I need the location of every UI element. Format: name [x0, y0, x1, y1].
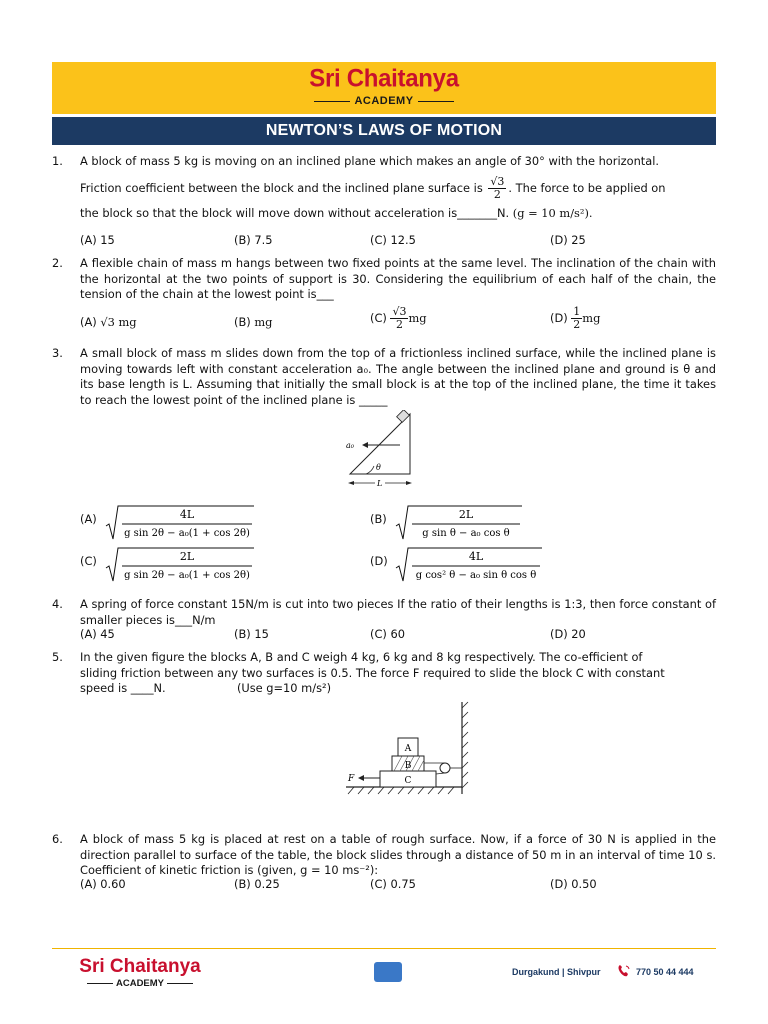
block-b-label: B [404, 761, 412, 771]
option-label: (B) [234, 315, 251, 329]
question-text: A flexible chain of mass m hangs between two fixed points at the same level. The inclination of the chain with the horizontal at the two points of support is 30. Considering the equilibrium of each half of the chain, the tension of the chain at the lowest point is___ [80, 256, 716, 302]
option-label: (A) [80, 512, 97, 526]
numerator: 2L [458, 508, 474, 521]
pulley-icon [440, 763, 450, 773]
question-number: 1. [52, 154, 63, 168]
option-c[interactable]: (C) 60 [370, 627, 405, 641]
question-text-line: . The force to be applied on [508, 180, 666, 195]
option-value: mg [408, 311, 427, 325]
option-d[interactable]: (D) 20 [550, 627, 586, 641]
gravity-value: (g = 10 m/s²). [512, 205, 593, 220]
option-b[interactable] [234, 312, 272, 332]
force-arrowhead [358, 775, 364, 781]
sqrt-expression [394, 546, 544, 584]
acceleration-arrowhead [362, 442, 368, 448]
inclined-plane-figure [340, 410, 440, 490]
options-row-2 [80, 305, 716, 338]
question-1 [52, 154, 716, 234]
option-label: (D) [550, 311, 568, 325]
option-b[interactable]: (B) 0.25 [234, 877, 280, 891]
question-3 [52, 346, 716, 410]
option-c[interactable]: (C) 12.5 [370, 233, 416, 247]
question-5 [52, 650, 716, 698]
denominator: g sin 2θ − a₀(1 + cos 2θ) [124, 528, 250, 539]
sqrt-expression [104, 504, 254, 542]
question-4 [52, 597, 716, 629]
question-text-line: sliding friction between any two surfaces is 0.5. The force F required to slide the block C with constant [80, 665, 665, 680]
question-text-line: Friction coefficient between the block and the inclined plane surface is [80, 180, 483, 195]
options-row-6 [80, 877, 716, 893]
option-label: (D) [370, 554, 388, 568]
option-c[interactable] [80, 546, 340, 586]
question-text-line: speed is ____N. [80, 681, 166, 696]
friction-fraction: $\frac{√3}{2}$ [490, 174, 505, 201]
header-banner [52, 62, 716, 114]
small-block [397, 410, 410, 422]
denominator: g sin θ − a₀ cos θ [422, 528, 510, 539]
question-number: 3. [52, 346, 63, 360]
arrow-left-icon [348, 481, 354, 485]
question-number: 5. [52, 650, 63, 664]
options-row-1 [80, 233, 716, 249]
footer-divider [52, 948, 716, 949]
option-d[interactable] [370, 546, 630, 586]
option-label: (C) [80, 554, 97, 568]
L-label: L [377, 479, 383, 488]
option-label: (A) [80, 315, 97, 329]
force-label: F [348, 774, 355, 784]
question-number: 2. [52, 256, 63, 270]
option-a[interactable] [80, 504, 340, 544]
question-text: A block of mass 5 kg is placed at rest on a table of rough surface. Now, if a force of 30 N is applied in the direction parallel to surface of the table, the block slides through a distance of 50 m in an interval of time 10 s. Coefficient of kinetic friction is (given, g = 10 ms⁻²): [80, 832, 716, 878]
arrow-right-icon [406, 481, 412, 485]
denominator: g sin 2θ − a₀(1 + cos 2θ) [124, 570, 250, 581]
option-b[interactable] [370, 504, 630, 544]
sqrt-expression [104, 546, 254, 584]
question-number: 4. [52, 597, 63, 611]
option-b[interactable]: (B) 15 [234, 627, 269, 641]
footer-button[interactable] [374, 962, 402, 982]
phone-icon [616, 963, 632, 979]
numerator: 4L [179, 508, 195, 521]
numerator: 4L [468, 550, 484, 563]
question-text-line: In the given figure the blocks A, B and C weigh 4 kg, 6 kg and 8 kg respectively. The co-efficient of [80, 650, 643, 664]
gravity-note: (Use g=10 m/s²) [236, 681, 332, 696]
option-d[interactable]: (D) 25 [550, 233, 586, 247]
block-c-label: C [404, 776, 412, 786]
option-a[interactable] [80, 312, 137, 332]
option-label: (B) [370, 512, 387, 526]
a0-label: a₀ [346, 441, 354, 450]
option-value: √3 mg [100, 315, 137, 329]
footer-location: Durgakund | Shivpur [512, 967, 601, 977]
wall-hatching [462, 702, 468, 788]
denominator: g cos² θ − a₀ sin θ cos θ [415, 570, 537, 581]
question-text-line: A block of mass 5 kg is moving on an inclined plane which makes an angle of 30° with the horizontal. [80, 154, 660, 168]
option-fraction: $\frac{1}{2}$ [573, 305, 581, 331]
question-text: A spring of force constant 15N/m is cut into two pieces If the ratio of their lengths is 1:3, then force constant of smaller pieces is___N/m [80, 597, 716, 627]
option-a[interactable]: (A) 0.60 [80, 877, 126, 891]
block-a-label: A [404, 744, 412, 754]
sqrt-expression [394, 504, 524, 542]
options-row-4 [80, 627, 716, 643]
question-2 [52, 256, 716, 304]
pulley-blocks-figure [340, 698, 470, 802]
option-b[interactable]: (B) 7.5 [234, 233, 273, 247]
question-6 [52, 832, 716, 880]
angle-arc [366, 466, 374, 474]
footer-phone-number: 770 50 44 444 [636, 967, 694, 977]
option-a[interactable]: (A) 45 [80, 627, 115, 641]
question-text: A small block of mass m slides down from the top of a frictionless inclined surface, while the inclined plane is moving towards left with constant acceleration a₀. The angle between the inclined plane and ground is θ and its base length is L. Assuming that initially the small block is at the top of the inclined plane, the time it takes to reach the lowest point of the inclined plane is _____ [80, 346, 716, 407]
option-a[interactable]: (A) 15 [80, 233, 115, 247]
option-d[interactable] [550, 306, 600, 331]
string-bottom [436, 773, 445, 774]
page-title: NEWTON’S LAWS OF MOTION [52, 117, 716, 145]
question-number: 6. [52, 832, 63, 846]
ground-hatching [348, 787, 454, 794]
question-text-line: the block so that the block will move down without acceleration is_______N. [80, 205, 510, 220]
option-fraction: $\frac{√3}{2}$ [392, 305, 407, 331]
option-value: mg [254, 315, 273, 329]
option-label: (C) [370, 311, 387, 325]
brand-subtitle [52, 95, 716, 107]
footer-brand-name: Sri Chaitanya [79, 956, 201, 977]
option-c[interactable]: (C) 0.75 [370, 877, 416, 891]
brand-subtitle-text: ACADEMY [354, 95, 414, 107]
numerator: 2L [179, 550, 195, 563]
footer-logo [70, 956, 210, 989]
option-d[interactable]: (D) 0.50 [550, 877, 597, 891]
brand-logo-text: Sri Chaitanya [309, 64, 459, 93]
option-c[interactable] [370, 306, 427, 331]
footer-brand-subtitle: ACADEMY [115, 978, 165, 989]
option-value: mg [582, 311, 601, 325]
theta-label: θ [376, 463, 381, 472]
